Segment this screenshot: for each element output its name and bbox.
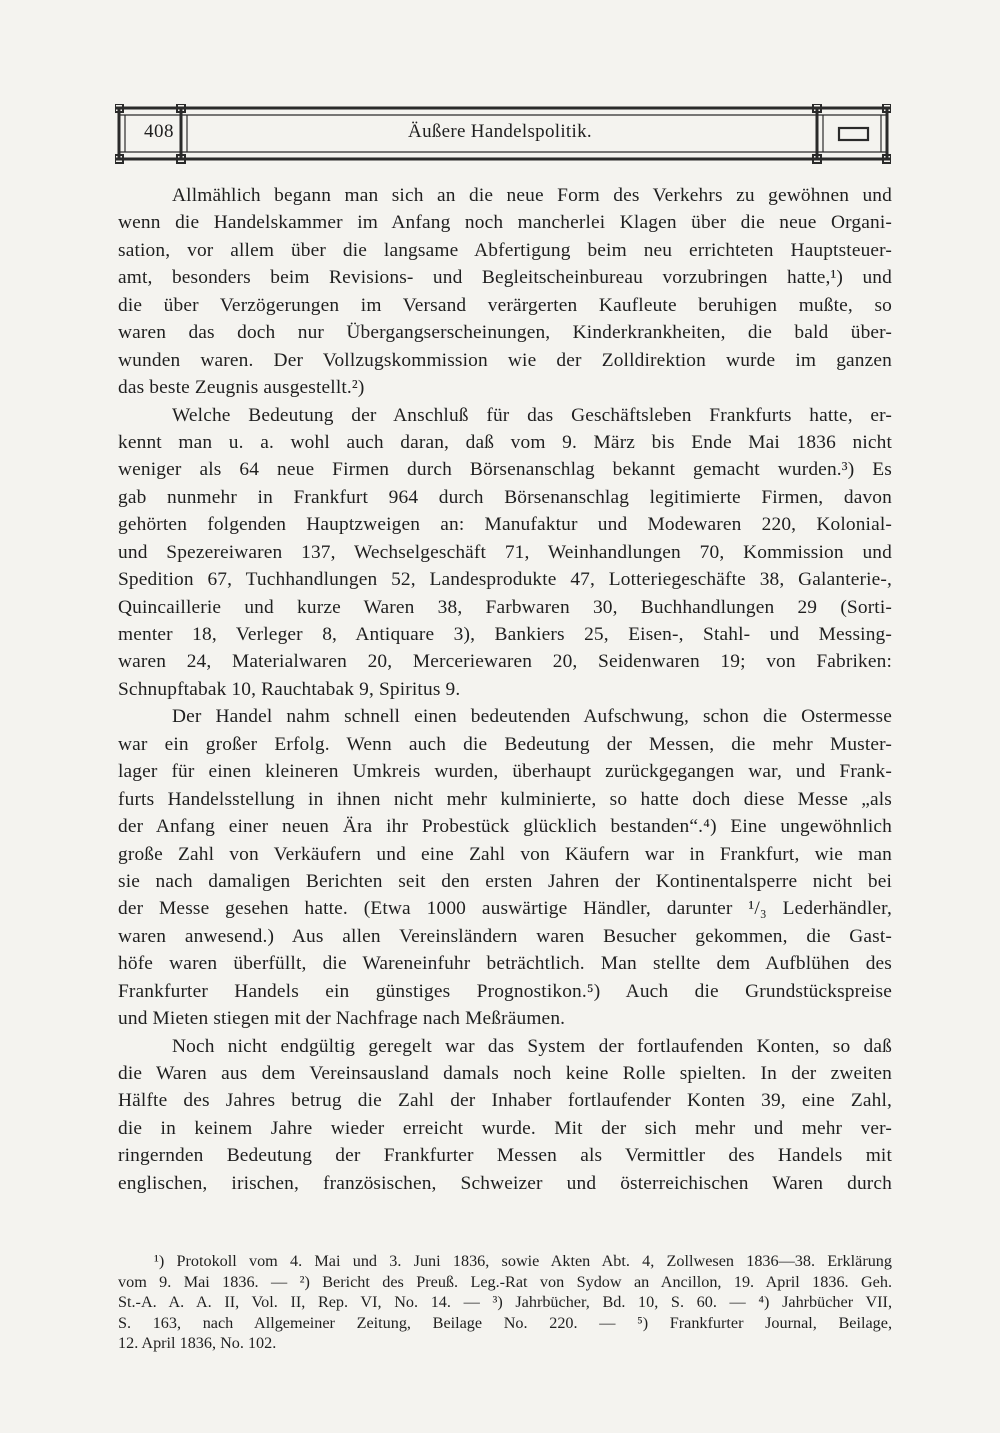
text-line: Allmählich begann man sich an die neue Form des Verkehrs zu gewöhnen und	[172, 185, 892, 206]
text-line: die in keinem Jahre wieder erreicht wurde. Mit der sich mehr und mehr ver-	[118, 1117, 892, 1139]
text-line: wenn die Handelskammer im Anfang noch mancherlei Klagen über die neue Organi-	[118, 212, 892, 234]
text-line: kennt man u. a. wohl auch daran, daß vom 9. März bis Ende Mai 1836 nicht	[118, 431, 892, 453]
text-line: Quincaillerie und kurze Waren 38, Farbwaren 30, Buchhandlungen 29 (Sorti-	[118, 596, 892, 618]
text-line: Spedition 67, Tuchhandlungen 52, Landesprodukte 47, Lotteriegeschäfte 38, Galanterie-,	[118, 569, 892, 591]
footnote-line: 12. April 1836, No. 102.	[118, 1334, 277, 1352]
text-line: und Spezereiwaren 137, Wechselgeschäft 71, Weinhandlungen 70, Kommission und	[118, 541, 892, 563]
body-text	[118, 182, 892, 1197]
footnotes	[118, 1251, 892, 1354]
text-line: menter 18, Verleger 8, Antiquare 3), Bankiers 25, Eisen-, Stahl- und Messing-	[118, 624, 892, 645]
text-line: Frankfurter Handels ein günstiges Prognostikon.⁵) Auch die Grundstückspreise	[118, 980, 892, 1002]
text-line: die über Verzögerungen im Versand verärgerten Kaufleute beruhigen mußte, so	[118, 294, 892, 316]
text-line: gehörten folgenden Hauptzweigen an: Manufaktur und Modewaren 220, Kolonial-	[118, 514, 892, 536]
text-line: Schnupftabak 10, Rauchtabak 9, Spiritus 9.	[118, 678, 461, 700]
text-line: Der Handel nahm schnell einen bedeutenden Aufschwung, schon die Ostermesse	[172, 706, 892, 728]
footnote-line: ¹) Protokoll vom 4. Mai und 3. Juni 1836, sowie Akten Abt. 4, Zollwesen 1836—38. Erklärung	[154, 1252, 892, 1270]
text-line: amt, besonders beim Revisions- und Begleitscheinbureau vorzubringen hatte,¹) und	[118, 267, 892, 289]
text-line: große Zahl von Verkäufern und eine Zahl von Käufern war in Frankfurt, wie man	[118, 843, 892, 865]
text-line: waren 24, Materialwaren 20, Merceriewaren 20, Seidenwaren 19; von Fabriken:	[118, 651, 892, 673]
text-line: englischen, irischen, französischen, Schweizer und österreichischen Waren durch	[118, 1172, 892, 1194]
text-line: Noch nicht endgültig geregelt war das System der fortlaufenden Konten, so daß	[172, 1035, 892, 1057]
text-line: ringernden Bedeutung der Frankfurter Messen als Vermittler des Handels mit	[118, 1145, 892, 1167]
text-line: furts Handelsstellung in ihnen nicht mehr kulminierte, so hatte doch diese Messe „als	[118, 788, 892, 810]
text-line: waren das doch nur Übergangserscheinungen, Kinderkrankheiten, die bald über-	[118, 322, 892, 344]
text-line: lager für einen kleineren Umkreis wurden, überhaupt zurückgegangen war, und Frank-	[118, 761, 892, 783]
text-line: der Messe gesehen hatte. (Etwa 1000 auswärtige Händler, darunter ¹/₃ Lederhändler,	[118, 898, 892, 920]
text-line: war ein großer Erfolg. Wenn auch die Bedeutung der Messen, die mehr Muster-	[118, 733, 892, 755]
text-line: das beste Zeugnis ausgestellt.²)	[118, 377, 365, 399]
page-header	[115, 104, 891, 164]
text-line: waren anwesend.) Aus allen Vereinsländern waren Besucher gekommen, die Gast-	[118, 925, 892, 947]
text-line: der Anfang einer neuen Ära ihr Probestück glücklich bestanden“.⁴) Eine ungewöhnlich	[118, 816, 892, 838]
text-line: Welche Bedeutung der Anschluß für das Geschäftsleben Frankfurts hatte, er-	[172, 404, 892, 426]
footnote-line: S. 163, nach Allgemeiner Zeitung, Beilage No. 220. — ⁵) Frankfurter Journal, Beilage,	[118, 1313, 892, 1332]
text-line: sie nach damaligen Berichten seit den ersten Jahren der Kontinentalsperre nicht bei	[118, 870, 892, 892]
text-line: höfe waren überfüllt, die Wareneinfuhr beträchtlich. Man stellte dem Aufblühen des	[118, 953, 892, 975]
text-line: die Waren aus dem Vereinsausland damals noch keine Rolle spielten. In der zweiten	[118, 1063, 892, 1084]
text-line: gab nunmehr in Frankfurt 964 durch Börsenanschlag legitimierte Firmen, davon	[118, 486, 892, 508]
page-number: 408	[144, 121, 174, 142]
text-line: weniger als 64 neue Firmen durch Börsenanschlag bekannt gemacht wurden.³) Es	[118, 459, 892, 481]
text-line: wunden waren. Der Vollzugskommission wie der Zolldirektion wurde im ganzen	[118, 349, 892, 371]
footnote-line: vom 9. Mai 1836. — ²) Bericht des Preuß. Leg.-Rat von Sydow an Ancillon, 19. April 1836. Geh.	[118, 1272, 892, 1291]
text-line: Hälfte des Jahres betrug die Zahl der Inhaber fortlaufender Konten 39, eine Zahl,	[118, 1090, 892, 1112]
text-line: und Mieten stiegen mit der Nachfrage nach Meßräumen.	[118, 1008, 566, 1030]
running-title: Äußere Handelspolitik.	[408, 121, 592, 142]
footnote-line: St.-A. A. A. II, Vol. II, Rep. VI, No. 14. — ³) Jahrbücher, Bd. 10, S. 60. — ⁴) Jahrbücher VII,	[118, 1293, 892, 1311]
text-line: sation, vor allem über die langsame Abfertigung beim neu errichteten Hauptsteuer-	[118, 239, 892, 261]
